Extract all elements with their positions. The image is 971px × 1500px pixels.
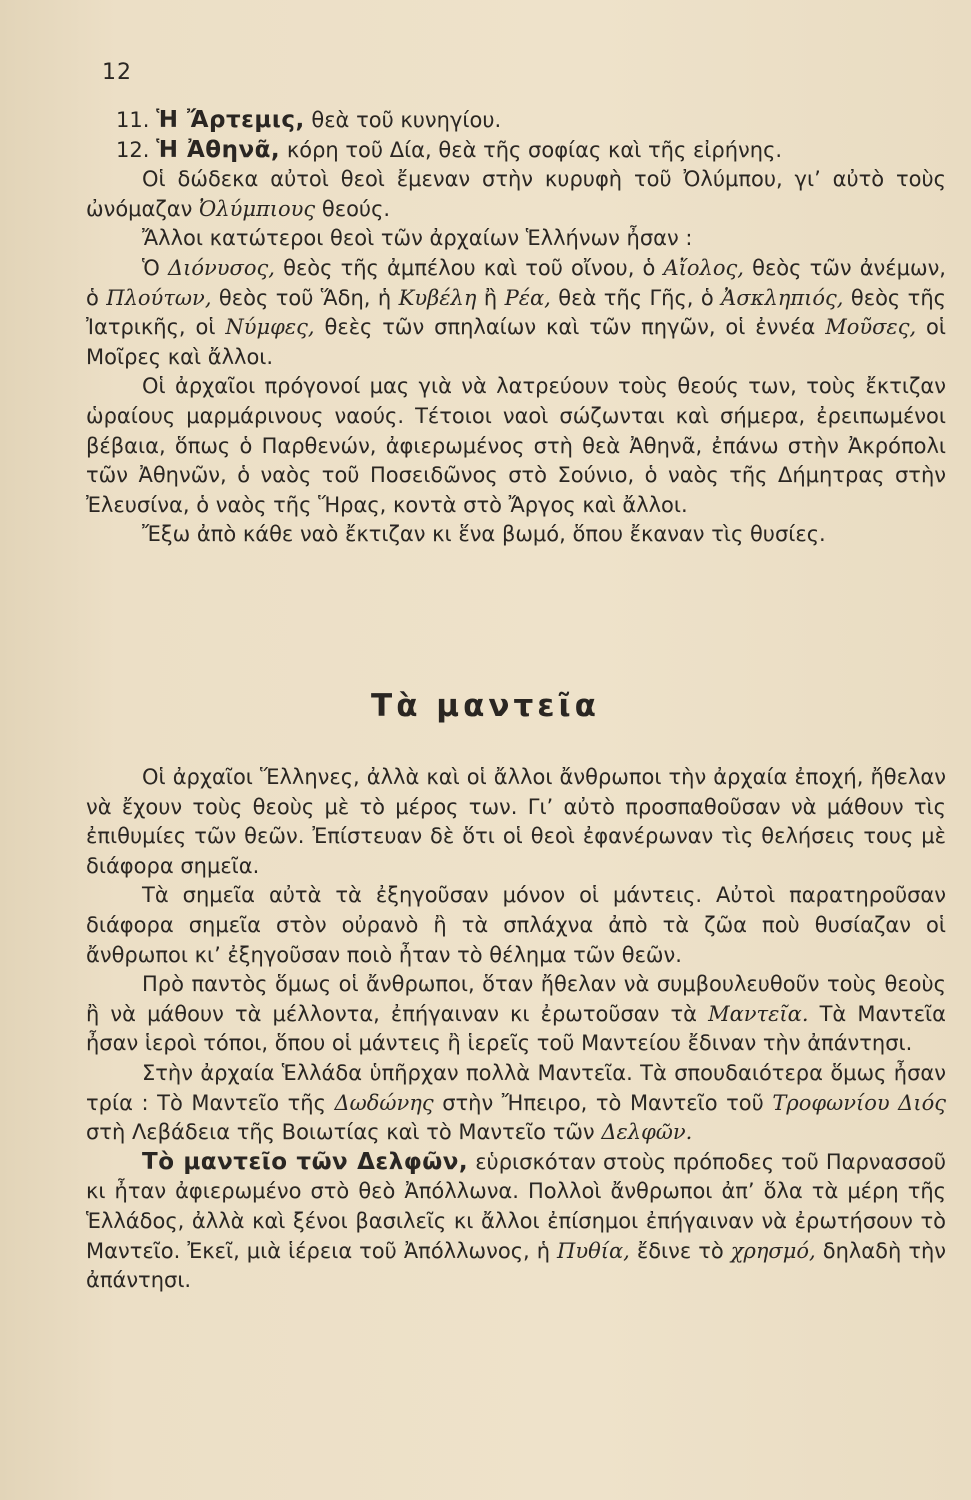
section-title: Τὰ μαντεῖα bbox=[371, 688, 600, 724]
paragraph-altar: Ἔξω ἀπὸ κάθε ναὸ ἔκτιζαν κι ἕνα βωμό, ὅπου ἔκαναν τὶς θυσίες. bbox=[142, 522, 826, 547]
italic-run: Δωδώνης bbox=[334, 1090, 434, 1115]
italic-run: Διόνυσος, bbox=[167, 255, 275, 280]
text-run: Τὰ Μαντεῖα ἦσαν ἱεροὶ τόποι, ὅπου οἱ μάντεις ἢ ἱερεῖς τοῦ Μαντείου ἔδιναν τὴν ἀπάντησι. bbox=[86, 1001, 946, 1056]
italic-run: Δελφῶν. bbox=[601, 1120, 693, 1145]
paragraph-delphi bbox=[86, 1148, 946, 1296]
text-run: θεούς. bbox=[315, 196, 391, 221]
page-number: 12 bbox=[102, 60, 132, 85]
italic-run: Κυβέλη bbox=[398, 285, 477, 310]
text-run: οἱ Μοῖρες καὶ ἄλλοι. bbox=[86, 315, 947, 369]
text-run: θεὰ τῆς Γῆς, ὁ bbox=[550, 285, 722, 310]
paragraph-oracles-1: Οἱ ἀρχαῖοι Ἕλληνες, ἀλλὰ καὶ οἱ ἄλλοι ἄνθρωποι τὴν ἀρχαία ἐποχή, ἤθελαν νὰ ἔχουν τοὺς θεοὺς μὲ τὸ μέρος των. Γι’ αὐτὸ προσπαθοῦσαν νὰ μάθουν τὶς ἐπιθυμίες τῶν θεῶν. Ἐπίστευαν δὲ ὅτι οἱ θεοὶ ἐφανέρωναν τὶς θελήσεις τους μὲ διάφορα σημεῖα. bbox=[86, 765, 946, 878]
text-block-gods bbox=[86, 106, 946, 550]
italic-run: Ἀσκληπιός, bbox=[721, 285, 844, 310]
italic-run: χρησμό, bbox=[730, 1238, 816, 1263]
text-block-oracles bbox=[86, 763, 946, 1296]
text-run: ἔδινε τὸ bbox=[629, 1238, 731, 1263]
god-description: θεὰ τοῦ κυνηγίου. bbox=[304, 108, 502, 132]
italic-run: Μοῦσες, bbox=[825, 315, 917, 340]
list-number: 12. bbox=[116, 137, 150, 162]
text-run: θεὸς τῶν ἀνέμων, ὁ bbox=[86, 255, 946, 310]
text-run: Στὴν ἀρχαία Ἑλλάδα ὑπῆρχαν πολλὰ Μαντεῖα. Τὰ σπουδαιότερα ὅμως ἦσαν τρία : Τὸ Μαντεῖο τῆς bbox=[86, 1060, 946, 1115]
text-run: δηλαδὴ τὴν ἀπάντησι. bbox=[86, 1238, 946, 1293]
list-number: 11. bbox=[116, 108, 150, 132]
paragraph-lower-gods-intro: Ἄλλοι κατώτεροι θεοὶ τῶν ἀρχαίων Ἑλλήνων ἦσαν : bbox=[142, 226, 693, 251]
text-run: θεὲς τῶν σπηλαίων καὶ τῶν πηγῶν, οἱ ἐννέα bbox=[314, 315, 826, 340]
god-name: Ἡ Ἄρτεμις, bbox=[156, 107, 305, 133]
italic-run: Νύμφες, bbox=[225, 315, 315, 340]
text-run: στὴ Λεβάδεια τῆς Βοιωτίας καὶ τὸ Μαντεῖο τῶν bbox=[86, 1120, 602, 1145]
text-run: θεὸς τοῦ Ἅδη, ἡ bbox=[211, 285, 399, 310]
god-description: κόρη τοῦ Δία, θεὰ τῆς σοφίας καὶ τῆς εἰρήνης. bbox=[280, 137, 783, 162]
italic-run: Πλούτων, bbox=[106, 285, 212, 310]
italic-run: Ρέα, bbox=[504, 285, 551, 310]
text-run: Ὁ bbox=[142, 255, 168, 280]
list-item-athena bbox=[86, 136, 946, 166]
text-run: Πρὸ παντὸς ὅμως οἱ ἄνθρωποι, ὅταν ἤθελαν νὰ συμβουλευθοῦν τοὺς θεοὺς ἢ νὰ μάθουν τὰ μέλλοντα, ἐπήγαιναν κι ἐρωτοῦσαν τὰ bbox=[86, 972, 946, 1026]
text-run: Οἱ δώδεκα αὐτοὶ θεοὶ ἔμεναν στὴν κυρυφὴ τοῦ Ὀλύμπου, γι’ αὐτὸ τοὺς ὠνόμαζαν bbox=[86, 167, 946, 221]
italic-run: Τροφωνίου Διός bbox=[772, 1090, 946, 1115]
italic-run: Αἴολος, bbox=[663, 255, 744, 280]
list-item-artemis bbox=[86, 106, 946, 136]
text-run: εὑρισκόταν στοὺς πρόποδες τοῦ Παρνασσοῦ κι ἦταν ἀφιερωμένο στὸ θεὸ Ἀπόλλωνα. Πολλοὶ ἄνθρωποι ἀπ’ ὅλα τὰ μέρη τῆς Ἑλλάδος, ἀλλὰ καὶ ξένοι βασιλεῖς κι ἄλλοι ἐπίσημοι ἐπήγαιναν νὰ ἐρωτήσουν τὸ Μαντεῖο. Ἐκεῖ, μιὰ ἱέρεια τοῦ Ἀπόλλωνος, ἡ bbox=[86, 1149, 946, 1263]
italic-run: Ὀλύμπιους bbox=[199, 196, 316, 221]
paragraph-temples: Οἱ ἀρχαῖοι πρόγονοί μας γιὰ νὰ λατρεύουν τοὺς θεούς των, τοὺς ἔκτιζαν ὡραίους μαρμάρινους ναούς. Τέτοιοι ναοὶ σώζωνται καὶ σήμερα, ἐρειπωμένοι βέβαια, ὅπως ὁ Παρθενών, ἀφιερωμένος στὴ θεὰ Ἀθηνᾶ, ἐπάνω στὴν Ἀκρόπολι τῶν Ἀθηνῶν, ὁ ναὸς τοῦ Ποσειδῶνος στὸ Σούνιο, ὁ ναὸς τῆς Δήμητρας στὴν Ἐλευσίνα, ὁ ναὸς τῆς Ἥρας, κοντὰ στὸ Ἄργος καὶ ἄλλοι. bbox=[86, 374, 946, 517]
text-run: στὴν Ἤπειρο, τὸ Μαντεῖο τοῦ bbox=[433, 1090, 773, 1115]
italic-run: Μαντεῖα. bbox=[708, 1001, 809, 1026]
text-run: θεὸς τῆς ἀμπέλου καὶ τοῦ οἴνου, ὁ bbox=[274, 255, 664, 280]
text-run: θεὸς τῆς Ἰατρικῆς, οἱ bbox=[86, 285, 946, 340]
text-run: ἢ bbox=[476, 285, 505, 310]
god-name: Ἡ Ἀθηνᾶ, bbox=[156, 136, 281, 163]
paragraph-oracles-2: Τὰ σημεῖα αὐτὰ τὰ ἐξηγοῦσαν μόνον οἱ μάντεις. Αὐτοὶ παρατηροῦσαν διάφορα σημεῖα στὸν οὐρανὸ ἢ τὰ σπλάχνα ἀπὸ τὰ ζῶα ποὺ θυσίαζαν οἱ ἄνθρωποι κι’ ἐξηγοῦσαν ποιὸ ἦταν τὸ θέλημα τῶν θεῶν. bbox=[86, 883, 946, 967]
paragraph-lower-gods bbox=[86, 254, 946, 372]
paragraph-oracles-4 bbox=[86, 1059, 946, 1148]
bold-run: Τὸ μαντεῖο τῶν Δελφῶν, bbox=[142, 1148, 469, 1175]
paragraph-oracles-3 bbox=[86, 970, 946, 1059]
paragraph-twelve-gods bbox=[86, 165, 946, 224]
italic-run: Πυθία, bbox=[557, 1238, 630, 1263]
